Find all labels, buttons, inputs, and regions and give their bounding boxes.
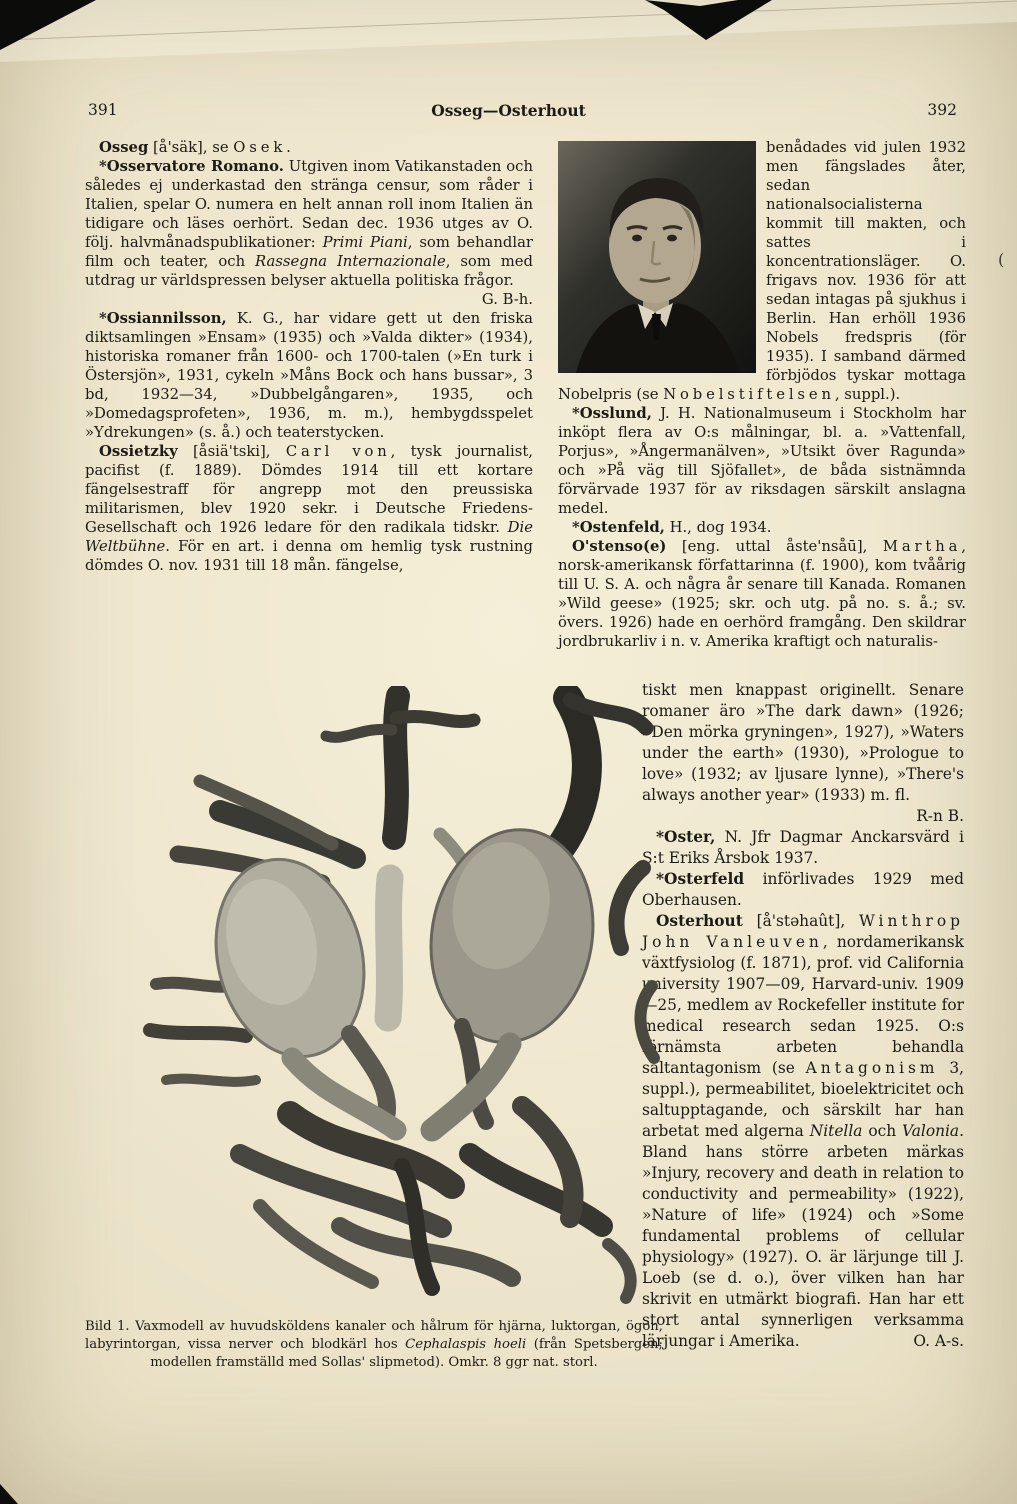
text-segment: införlivades 1929 med Oberhausen. <box>642 870 964 909</box>
text-segment: K. G., har vidare gett ut den friska diktsamlingen »Ensam» (1935) och »Valda dikter» (1934), historiska romaner från 1600- och 1700-talen (»En turk i Östersjön», 1931, cykeln »Måns Bock och hans bussar», 3 bd, 1932—34, »Dubbelgångaren», 1935, och »Domedagsprofeten», 1936, m. m.), hembygdsspelet »Ydrekungen» (s. å.) och teaterstycken. <box>85 310 533 441</box>
portrait-photo-image <box>558 141 756 373</box>
page-fold-line <box>0 0 1017 41</box>
entry-ostenso-continued <box>642 680 964 827</box>
entry-ossiannilsson <box>85 309 533 442</box>
text-segment: H., dog 1934. <box>664 519 772 536</box>
entry-osterfeld <box>642 869 964 911</box>
text-segment: tiskt men knappast originellt. Senare romaner äro »The dark dawn» (1926; »Den mörka gryningen», 1927), »Waters under the earth» (1930), »Prologue to love» (1932; av ljusare lynne), »There's always another year» (1933) m. fl. <box>642 681 964 804</box>
left-page-number: 391 <box>88 101 118 119</box>
right-page-number: 392 <box>927 101 957 119</box>
text-segment: [å'säk], se <box>148 139 234 156</box>
text-segment: Bild 1. Vaxmodell av huvudsköldens kanaler och hålrum för hjärna, luktorgan, ögon, labyrintorgan, vissa nerver och blodkärl hos <box>85 1319 663 1352</box>
entry-headword: *Osslund, <box>572 405 652 422</box>
author-signature: R-n B. <box>916 807 964 825</box>
folded-corner-shape <box>640 0 780 42</box>
author-signature: O. A-s. <box>913 1332 964 1350</box>
entry-ostenfeld <box>558 518 966 537</box>
specimen-figure <box>140 686 660 1306</box>
model-central-canal <box>388 878 390 1018</box>
margin-stray-mark: ( <box>998 250 1005 269</box>
page-corner-artifact-bottom-left <box>0 1484 18 1504</box>
author-signature: G. B-h. <box>481 291 533 308</box>
text-segment: Osek <box>233 139 287 156</box>
text-segment: Winthrop John Vanleuven <box>642 912 964 951</box>
text-segment: och <box>862 1122 903 1140</box>
wax-model-illustration <box>140 686 660 1306</box>
text-segment: Martha <box>882 538 962 555</box>
text-segment: , som behandlar film och teater, och <box>85 234 533 270</box>
text-segment: , som med utdrag ur världspressen belyser aktuella politiska frågor. <box>85 253 533 289</box>
running-header <box>0 101 1017 123</box>
text-segment: N. Jfr Dagmar Anckarsvärd i S:t Eriks Årsbok 1937. <box>642 828 964 867</box>
left-column <box>85 138 533 575</box>
right-column-top <box>558 138 966 651</box>
entry-headword: Osterhout <box>656 912 743 930</box>
text-segment: Die Weltbühne <box>85 519 533 555</box>
text-segment: Valonia <box>902 1122 960 1140</box>
text-segment: Nitella <box>809 1122 863 1140</box>
entry-headword: Ossietzky <box>99 443 178 460</box>
entry-headword: *Ossiannilsson, <box>99 310 227 327</box>
text-segment: Carl von <box>285 443 391 460</box>
entry-ossietzky <box>85 442 533 575</box>
page-top-light-band <box>0 0 1017 70</box>
text-segment: Primi Piani <box>322 234 408 251</box>
entry-headword: *Oster, <box>656 828 716 846</box>
entry-headword: *Osterfeld <box>656 870 745 888</box>
text-segment: Nobelstiftelsen <box>663 386 835 403</box>
text-segment: . Bland hans större arbeten märkas »Injury, recovery and death in relation to conductivity and permeability» (1922), »Nature of life» (1924) och »Some fundamental problems of cellular physiology» (1927). O. är lärjunge till J. Loeb (se d. o.), över vilken han har skrivit en utmärkt biografi. Han har ett stort antal synnerligen verksamma lärjungar i Amerika. <box>642 1122 964 1350</box>
text-segment: Rassegna Internazionale <box>255 253 446 270</box>
text-segment: , tysk journalist, pacifist (f. 1889). Dömdes 1914 till ett kortare fängelsestraff för angrepp mot den preussiska militarismen, blev 1920 sekr. i Deutsche Friedens-Gesellschaft och 1926 ledare för den radikala tidskr. <box>85 443 534 536</box>
text-segment: (från Spetsbergen; modellen framställd med Sollas' slipmetod). Omkr. 8 ggr nat. storl. <box>150 1337 663 1370</box>
entry-headword: *Osservatore Romano. <box>99 158 284 175</box>
text-segment: , nordamerikansk växtfysiolog (f. 1871), prof. vid California university 1907—09, Harvard-univ. 1909—25, medlem av Rockefeller institute for medical research sedan 1925. O:s förnämsta arbeten behandla saltantagonism (se <box>642 933 964 1077</box>
right-column-bottom <box>642 680 964 1352</box>
figure-caption <box>85 1318 663 1372</box>
text-segment: . <box>286 139 291 156</box>
entry-headword: Osseg <box>99 139 149 156</box>
text-segment: Utgiven inom Vatikanstaden och således ej underkastad den stränga censur, som råder i Italien, spelar O. numera en helt annan roll inom Italien än tidigare och läses oerhört. Sedan dec. 1936 utges av O. följ. halvmånadspublikationer: <box>85 158 533 251</box>
text-segment: , suppl.). <box>834 386 901 403</box>
text-segment: 3, suppl.), permeabilitet, bioelektricitet och saltupptagande, och särskilt har han arbetat med algerna <box>642 1059 964 1140</box>
page-corner-artifact-top-left <box>0 0 96 50</box>
text-segment: , norsk-amerikansk författarinna (f. 1900), kom tvåårig till U. S. A. och några år senare till Kanada. Romanen »Wild geese» (1925; skr. och utg. på no. s. å.; sv. övers. 1926) hade en oerhörd framgång. Den skildrar jordbrukarliv i n. v. Amerika kraftigt och naturalis- <box>558 538 966 650</box>
entry-headword: *Ostenfeld, <box>572 519 665 536</box>
header-title: Osseg—Osterhout <box>431 101 586 120</box>
page-corner-artifact-top-right <box>640 0 780 42</box>
text-segment: . För en art. i denna om hemlig tysk rustning dömdes O. nov. 1931 till 18 mån. fängelse, <box>85 538 533 574</box>
entry-osterhout <box>642 911 964 1352</box>
figure-caption-text <box>85 1318 663 1372</box>
text-segment: Antagonism <box>805 1059 939 1077</box>
entry-ostenso <box>558 537 966 651</box>
text-segment: [eng. uttal åste'nsåū], <box>666 538 883 555</box>
text-segment: benådades vid julen 1932 men fängslades åter, sedan nationalsocialisterna kommit till makten, och sattes i koncentrationsläger. O. frigavs nov. 1936 för att sedan intagas på sjukhus i Berlin. Han erhöll 1936 Nobels fredspris (för 1935). I samband därmed förbjödos tyskar mottaga Nobelpris (se <box>558 139 966 403</box>
text-segment: [åsiä'tski], <box>177 443 286 460</box>
portrait-photo <box>558 141 756 373</box>
entry-osservatore-romano <box>85 157 533 309</box>
entry-oster <box>642 827 964 869</box>
text-segment: Cephalaspis hoeli <box>405 1337 527 1352</box>
entry-headword: O'stenso(e) <box>572 538 667 555</box>
entry-osseg <box>85 138 533 157</box>
text-segment: J. H. Nationalmuseum i Stockholm har inköpt flera av O:s målningar, bl. a. »Vattenfall, Porjus», »Ångermanälven», »Utsikt över Ragunda» och »På väg till Sjöfallet», de båda sistnämnda förvärvade 1937 för av riksdagen särskilt anslagna medel. <box>558 405 966 517</box>
text-segment: [å'stəhaût], <box>742 912 859 930</box>
entry-osslund <box>558 404 966 518</box>
